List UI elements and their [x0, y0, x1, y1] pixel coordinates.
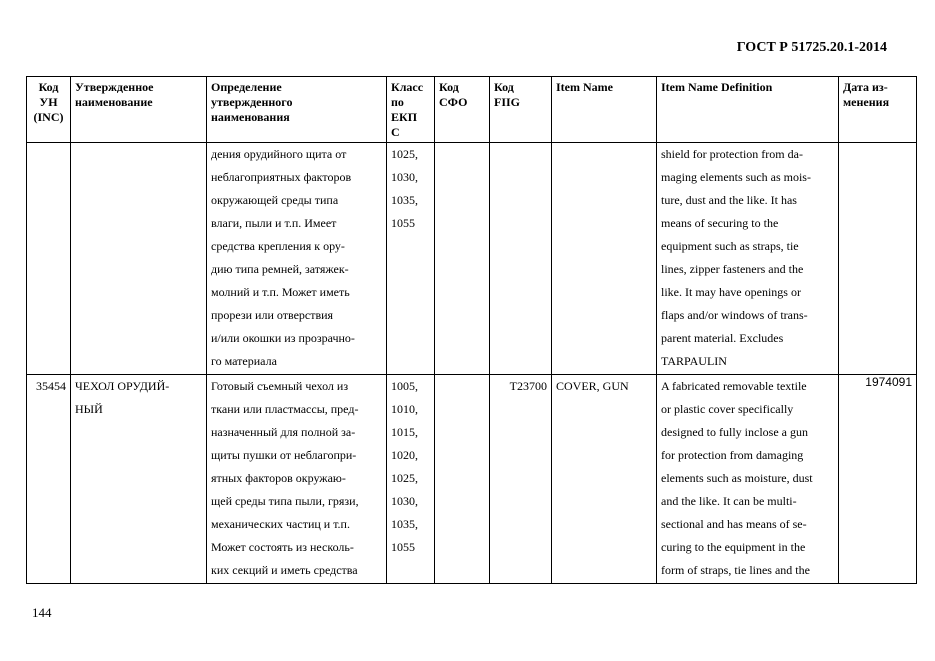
class-code: 1005, — [391, 379, 418, 393]
item-definition-line: curing to the equipment in the — [661, 540, 806, 554]
table-header-row — [27, 77, 917, 143]
approved-name-line: НЫЙ — [75, 402, 103, 416]
class-code: 1025, — [391, 471, 418, 485]
sfo-cell — [435, 375, 490, 584]
inc-cell — [27, 143, 71, 375]
class-code: 1035, — [391, 517, 418, 531]
item-definition-cell — [657, 375, 839, 584]
item-definition-line: ture, dust and the like. It has — [661, 193, 797, 207]
item-definition-line: like. It may have openings or — [661, 285, 801, 299]
header-approved-name — [71, 77, 207, 143]
header-fiig — [490, 77, 552, 143]
definition-line: ткани или пластмассы, пред- — [211, 402, 359, 416]
header-line: УН — [39, 95, 58, 109]
class-code: 1030, — [391, 494, 418, 508]
item-definition-line: shield for protection from da- — [661, 147, 803, 161]
header-line: С — [391, 125, 400, 139]
classification-table — [26, 76, 917, 584]
definition-line: дения орудийного щита от — [211, 147, 347, 161]
header-item-name — [552, 77, 657, 143]
item-definition-line: form of straps, tie lines and the — [661, 563, 810, 577]
definition-line: Может состоять из несколь- — [211, 540, 354, 554]
approved-name-cell — [71, 375, 207, 584]
definition-line: и/или окошки из прозрачно- — [211, 331, 355, 345]
definition-line: го материала — [211, 354, 277, 368]
item-definition-line: elements such as moisture, dust — [661, 471, 813, 485]
item-definition-line: A fabricated removable textile — [661, 379, 807, 393]
date-cell — [839, 143, 917, 375]
definition-line: прорези или отверствия — [211, 308, 334, 322]
item-definition-line: flaps and/or windows of trans- — [661, 308, 808, 322]
header-line: менения — [843, 95, 890, 109]
item-definition-line: maging elements such as mois- — [661, 170, 811, 184]
header-line: Утвержденное — [75, 80, 154, 94]
header-line: Item Name Definition — [661, 80, 773, 94]
header-line: (INC) — [33, 110, 64, 124]
header-line: Item Name — [556, 80, 613, 94]
table-row — [27, 375, 917, 584]
header-line: СФО — [439, 95, 468, 109]
item-definition-cell — [657, 143, 839, 375]
page-number: 144 — [32, 605, 52, 620]
header-inc — [27, 77, 71, 143]
date-cell — [839, 375, 917, 584]
class-code: 1055 — [391, 216, 415, 230]
definition-line: средства крепления к ору- — [211, 239, 345, 253]
definition-line: механических частиц и т.п. — [211, 517, 350, 531]
approved-name-line: ЧЕХОЛ ОРУДИЙ- — [75, 379, 170, 393]
header-date — [839, 77, 917, 143]
approved-name-cell — [71, 143, 207, 375]
header-line: наименование — [75, 95, 153, 109]
item-definition-line: designed to fully inclose a gun — [661, 425, 808, 439]
definition-line: окружающей среды типа — [211, 193, 339, 207]
header-item-definition — [657, 77, 839, 143]
class-code: 1025, — [391, 147, 418, 161]
fiig-cell — [490, 375, 552, 584]
definition-line: дию типа ремней, затяжек- — [211, 262, 349, 276]
item-definition-line: or plastic cover specifically — [661, 402, 794, 416]
inc-code: 35454 — [36, 379, 66, 393]
item-definition-line: parent material. Excludes — [661, 331, 784, 345]
class-code: 1055 — [391, 540, 415, 554]
header-class — [387, 77, 435, 143]
class-code: 1015, — [391, 425, 418, 439]
header-line: FIIG — [494, 95, 521, 109]
item-definition-line: and the like. It can be multi- — [661, 494, 797, 508]
item-definition-line: equipment such as straps, tie — [661, 239, 799, 253]
class-code: 1010, — [391, 402, 418, 416]
header-line: Код — [439, 80, 459, 94]
header-sfo — [435, 77, 490, 143]
header-line: Определение — [211, 80, 282, 94]
definition-line: влаги, пыли и т.п. Имеет — [211, 216, 337, 230]
item-name-cell — [552, 143, 657, 375]
header-definition — [207, 77, 387, 143]
header-line: Код — [38, 80, 59, 94]
header-line: Код — [494, 80, 514, 94]
definition-line: ких секций и иметь средства — [211, 563, 358, 577]
class-cell — [387, 143, 435, 375]
definition-line: назначенный для полной за- — [211, 425, 356, 439]
header-line: наименования — [211, 110, 290, 124]
class-cell — [387, 375, 435, 584]
class-code: 1030, — [391, 170, 418, 184]
definition-cell — [207, 143, 387, 375]
header-line: утвержденного — [211, 95, 293, 109]
header-line: Класс — [391, 80, 424, 94]
class-code: 1035, — [391, 193, 418, 207]
sfo-cell — [435, 143, 490, 375]
definition-line: щей среды типа пыли, грязи, — [211, 494, 359, 508]
header-line: ЕКП — [391, 110, 418, 124]
class-code: 1020, — [391, 448, 418, 462]
inc-cell — [27, 375, 71, 584]
definition-line: Готовый съемный чехол из — [211, 379, 349, 393]
change-date: 1974091 — [865, 375, 912, 389]
definition-line: ятных факторов окружаю- — [211, 471, 346, 485]
item-definition-line: TARPAULIN — [661, 354, 727, 368]
item-definition-line: means of securing to the — [661, 216, 779, 230]
item-name: COVER, GUN — [556, 379, 629, 393]
definition-line: щиты пушки от неблагопри- — [211, 448, 357, 462]
item-definition-line: sectional and has means of se- — [661, 517, 807, 531]
header-line: по — [391, 95, 404, 109]
item-definition-line: for protection from damaging — [661, 448, 804, 462]
definition-line: молний и т.п. Может иметь — [211, 285, 350, 299]
item-name-cell — [552, 375, 657, 584]
header-line: Дата из- — [843, 80, 888, 94]
definition-line: неблагоприятных факторов — [211, 170, 352, 184]
table-row — [27, 143, 917, 375]
item-definition-line: lines, zipper fasteners and the — [661, 262, 804, 276]
definition-cell — [207, 375, 387, 584]
document-title: ГОСТ Р 51725.20.1-2014 — [736, 40, 887, 55]
fiig-cell — [490, 143, 552, 375]
fiig-code: T23700 — [509, 379, 547, 393]
